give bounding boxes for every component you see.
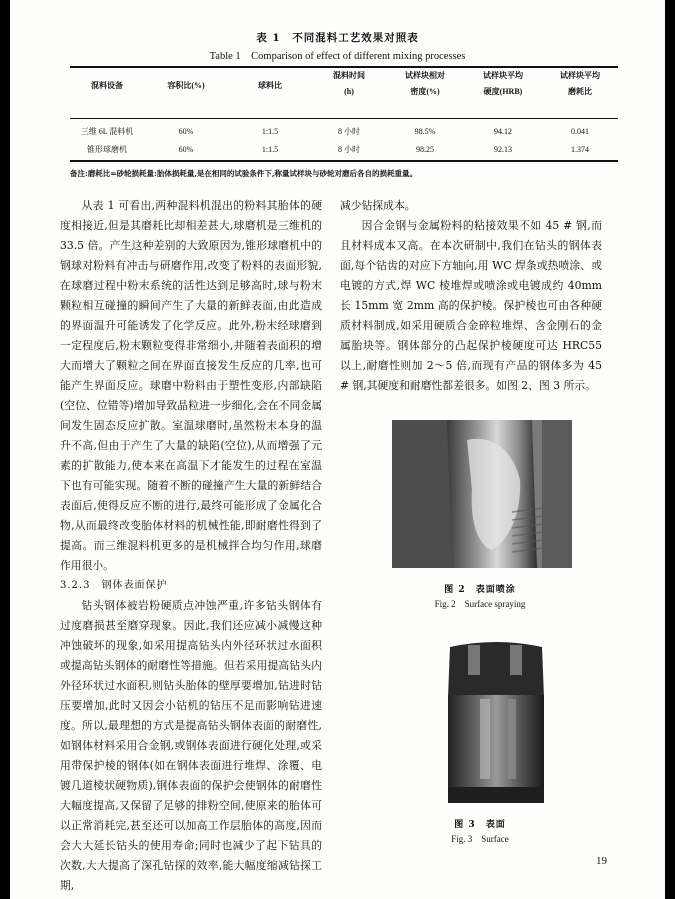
- table-cell: 锥形球磨机: [87, 145, 127, 154]
- body-paragraph: 减少钻探成本。: [340, 199, 416, 212]
- figure-2-caption: [340, 583, 620, 611]
- table-header-cell: 容积比(%): [167, 81, 205, 90]
- left-column: [60, 196, 322, 896]
- section-heading: 3.2.3 钢体表面保护: [60, 580, 168, 591]
- table-caption-cn: 表 1 不同混料工艺效果对照表: [256, 32, 419, 44]
- table-cell: 8 小时: [338, 145, 360, 154]
- page-number: 19: [596, 855, 607, 867]
- table-cell: 1:1.5: [261, 127, 279, 136]
- figure-3-caption-en: Fig. 3 Surface: [451, 834, 509, 844]
- figure-3-photo: [440, 637, 552, 805]
- table-header-cell: 试样块平均 磨耗比: [560, 71, 600, 96]
- table-caption-en: Table 1 Comparison of effect of different mixing processes: [209, 51, 466, 62]
- table-cell: 94.12: [494, 127, 512, 136]
- table-cell: 0.041: [571, 127, 589, 136]
- figure-2-caption-en: Fig. 2 Surface spraying: [434, 599, 526, 609]
- table-cell: 98.25: [416, 145, 434, 154]
- table-header-cell: 混料时间 (h): [333, 71, 365, 96]
- table-bottom-rule: [70, 160, 618, 162]
- table-cell: 98.5%: [414, 127, 436, 136]
- paper-page: [10, 0, 665, 899]
- table-header-cell: 试样块平均 硬度(HRB): [483, 71, 523, 96]
- body-paragraph: 钻头钢体被岩粉硬质点冲蚀严重,许多钻头钢体有过度磨损甚至磨穿现象。因此,我们还应减小减慢这种冲蚀破坏的现象,如采用提高钻头内外径环状过水面积或提高钻头钢体的耐磨性等措施。但若采用提高钻头内外径环状过水面积,则钻头胎体的壁厚要增加,钻进时钻压要增加,此时又因会小钻机的钻压不足而影响钻进速度。所以,最理想的方式是提高钻头钢体表面的耐磨性,如钢体材料采用合金钢,或钢体表面进行硬化处理,或采用带保护棱的钢体(如在钢体表面进行堆焊、涂覆、电镀几道棱状硬物质),钢体表面的保护会使钢体的耐磨性大幅度提高,又保留了足够的排粉空间,使原来的胎体可以正常消耗完,甚至还可以加高工作层胎体的高度,因而会大大延长钻头的使用寿命;同时也减少了起下钻具的次数,大大提高了深孔钻探的效率,能大幅度缩减钻探工期,: [60, 599, 322, 892]
- body-paragraph: 从表 1 可看出,两种混料机混出的粉料其胎体的硬度相接近,但是其磨耗比却相差甚大,球磨机是三维机的 33.5 倍。产生这种差别的大致原因为,锥形球磨机中的钢球对粉料有冲击与研磨作用,改变了粉料的表面形貌,在球磨过程中粉末系统的活性达到足够高时,球与粉末颗粒相互碰撞的瞬间产生了大量的新鲜表面,由此造成的界面温升可能诱发了化学反应。此外,粉末经球磨到一定程度后,粉末颗粒变得非常细小,并随着表面积的增大而增大了颗粒之间在界面直接发生反应的几率,也可能产生界面反应。球磨中粉料由于塑性变形,内部缺陷(空位、位错等)增加导致晶粒进一步细化,会在不同金属间发生固态反应扩散。室温球磨时,虽然粉末本身的温升不高,但由于产生了大量的缺陷(空位),从而增强了元素的扩散能力,使本来在高温下才能发生的过程在室温下也有可能实现。随着不断的碰撞产生大量的新鲜结合表面后,使得反应不断的进行,最终可能形成了金属化合物,从而最终改变胎体材料的机械性能,即耐磨性得到了提高。而三维混料机更多的是机械拌合均匀作用,球磨作用很小。: [60, 199, 322, 572]
- table-note: 备注:磨耗比=砂轮损耗量:胎体损耗量,是在相同的试验条件下,称量试样块与砂轮对磨后各自的损耗重量。: [70, 169, 418, 178]
- table-cell: 1:1.5: [261, 145, 279, 154]
- table-cell: 8 小时: [338, 127, 360, 136]
- table-header-cell: 球料比: [258, 81, 282, 90]
- table-mid-rule: [70, 118, 618, 119]
- table-cell: 三维 6L 混料机: [80, 127, 134, 136]
- figure-2-caption-cn: 图 2 表面喷涂: [444, 585, 516, 595]
- table-header-cell: 试样块相对 密度(%): [405, 71, 445, 96]
- table-cell: 60%: [178, 145, 194, 154]
- table-header-cell: 混料设备: [91, 81, 123, 90]
- table-cell: 92.13: [494, 145, 512, 154]
- table-cell: 60%: [178, 127, 194, 136]
- figure-3-caption-cn: 图 3 表面: [454, 820, 506, 830]
- body-paragraph: 因合金钢与金属粉料的粘接效果不如 45 # 钢,而且材料成本又高。在本次研制中,我们在钻头的钢体表面,每个钻齿的对应下方轴向,用 WC 焊条或热喷涂、或电镀的方式,焊 WC 棱堆焊或喷涂或电镀成约 40mm 长 15mm 宽 2mm 高的保护棱。保护棱也可由各种硬质材料制成,如采用硬质合金碎粒堆焊、含金刚石的金属胎块等。钢体部分的凸起保护棱硬度可达 HRC55 以上,耐磨性则加 2～5 倍,而现有产品的钢体多为 45 # 钢,其硬度和耐磨性都差很多。如图 2、图 3 所示。: [340, 219, 602, 392]
- figure-3-caption: [340, 818, 620, 846]
- figure-2-photo: [392, 420, 572, 568]
- right-column: [340, 196, 602, 396]
- table-cell: 1.374: [571, 145, 589, 154]
